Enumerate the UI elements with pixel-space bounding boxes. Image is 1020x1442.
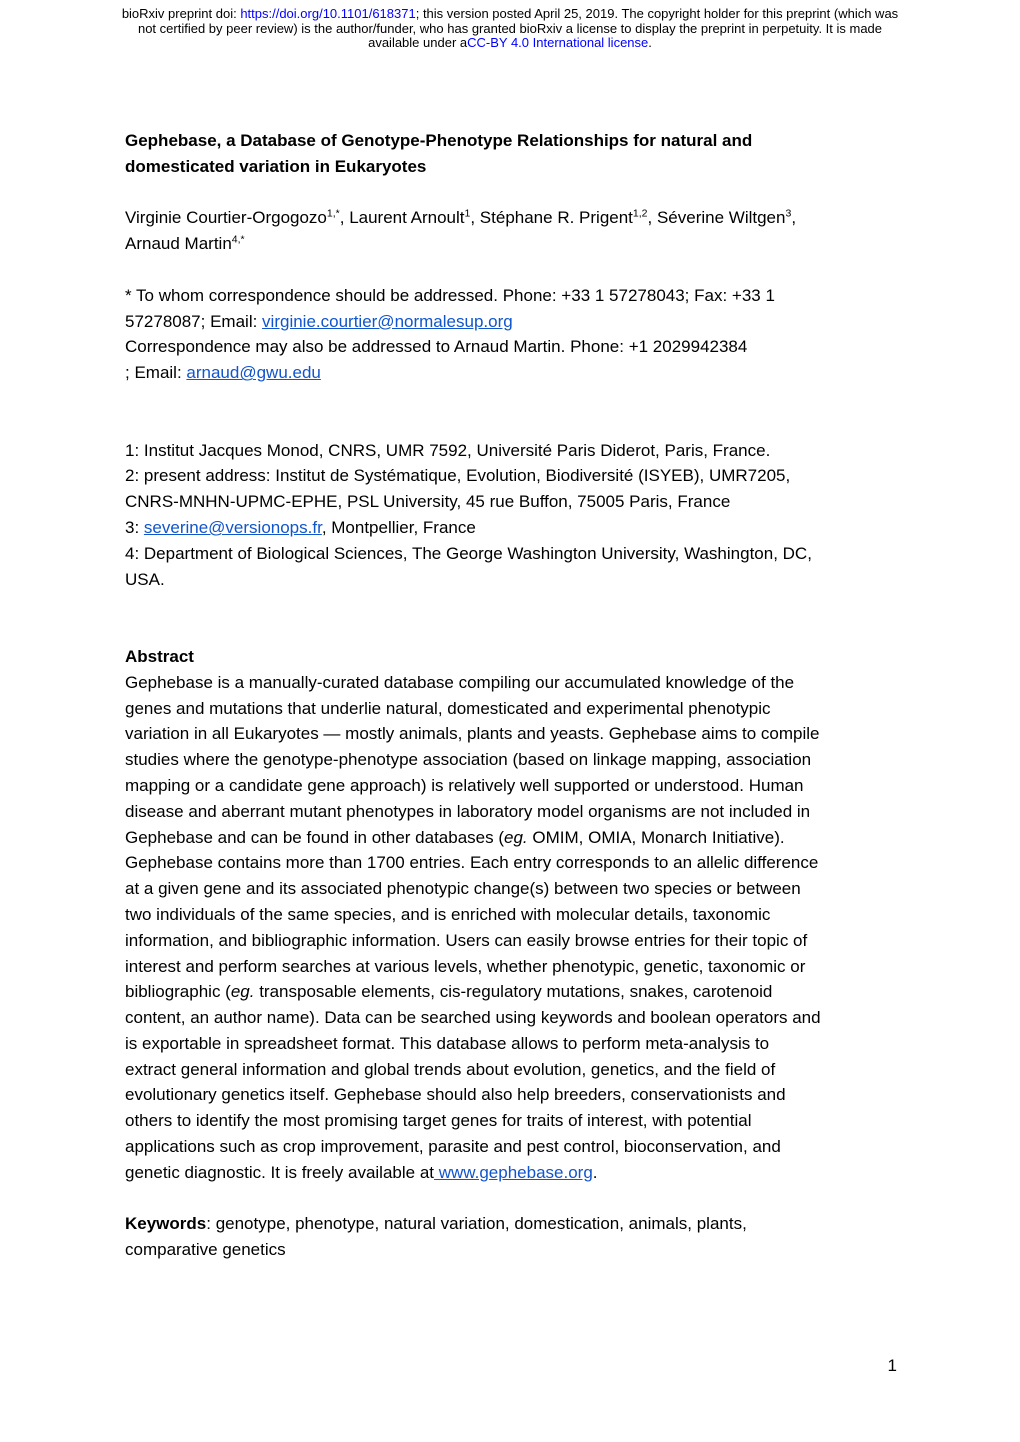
text-run: Gephebase, a Database of Genotype-Phenotype Relationships for natural and [125,131,753,150]
text-run: eg. [504,827,528,847]
abstract [125,876,897,902]
abstract [125,825,897,851]
abstract [125,1108,897,1134]
text-run: domesticated variation in Eukaryotes [125,156,427,176]
abstract [125,902,897,928]
abstract [125,1134,897,1160]
preprint-notice-line [0,22,1020,37]
author-superscript: 1,2 [632,207,648,220]
text-run: transposable elements, cis-regulatory mutations, snakes, carotenoid [254,982,773,1002]
abstract [125,747,897,773]
text-run: , Séverine Wiltgen [647,208,786,228]
author-superscript: 4,* [231,233,245,246]
text-run: two individuals of the same species, and is enriched with molecular details, taxonomic [125,904,771,924]
email-link-severine[interactable]: severine@versionops.fr [143,517,322,537]
text-run: eg. [230,982,255,1002]
text-run: comparative genetics [125,1240,286,1260]
text-run: at a given gene and its associated phenotypic change(s) between two species or between [125,879,801,899]
affiliations [125,489,897,515]
text-run: Gephebase and can be found in other databases ( [125,827,505,847]
text-run: Correspondence may also be addressed to Arnaud Martin. Phone: +1 2029942384 [125,337,748,357]
text-run: , [791,208,797,228]
abstract [125,979,897,1005]
text-run: mapping or a candidate gene approach) is relatively well supported or understood. Human [125,775,804,795]
text-run: : genotype, phenotype, natural variation, domestication, animals, plants, [206,1214,747,1234]
text-run: 1: Institut Jacques Monod, CNRS, UMR 7592, Université Paris Diderot, Paris, France. [125,440,771,460]
affiliations [125,567,897,593]
correspondence [125,360,897,386]
preprint-notice-line [0,7,1020,22]
authors [125,231,897,257]
affiliations [125,438,897,464]
keywords [125,1211,897,1237]
doi-link[interactable]: https://doi.org/10.1101/618371 [240,6,416,21]
text-run: interest and perform searches at various levels, whether phenotypic, genetic, taxonomic or [125,956,806,976]
abstract [125,1160,897,1186]
text-run: Gephebase is a manually-curated database compiling our accumulated knowledge of the [125,672,795,692]
text-run: variation in all Eukaryotes — mostly animals, plants and yeasts. Gephebase aims to compile [125,724,820,744]
text-run: , Montpellier, France [321,517,476,537]
document-body [125,128,897,1263]
blank-line [125,386,897,412]
abstract [125,721,897,747]
text-run: ; Email: [125,363,187,383]
text-run: applications such as crop improvement, parasite and pest control, bioconservation, and [125,1137,781,1157]
text-run: bioRxiv preprint doi: [121,6,241,21]
abstract [125,850,897,876]
text-run: Abstract [125,646,194,666]
gephebase-link[interactable]: www.gephebase.org [434,1162,593,1182]
abstract [125,1057,897,1083]
text-run: bibliographic ( [125,982,231,1002]
correspondence [125,334,897,360]
preprint-notice-line [0,36,1020,51]
text-run: available under a [368,35,468,51]
text-run: , Laurent Arnoult [339,208,465,228]
abstract [125,954,897,980]
affiliations [125,515,897,541]
abstract [125,696,897,722]
blank-line [125,1186,897,1212]
text-run: ; this version posted April 25, 2019. The copyright holder for this preprint (which was [415,6,899,21]
correspondence [125,283,897,309]
affiliations [125,463,897,489]
text-run: 3: [125,517,144,537]
text-run: OMIM, OMIA, Monarch Initiative). [527,827,785,847]
text-run: , Stéphane R. Prigent [470,208,633,228]
text-run: evolutionary genetics itself. Gephebase should also help breeders, conservationists and [125,1085,786,1105]
author-superscript: 1 [464,207,471,220]
keywords [125,1237,897,1263]
abstract [125,670,897,696]
text-run: . [592,1162,598,1182]
text-run: extract general information and global trends about evolution, genetics, and the field of [125,1059,776,1079]
authors [125,205,897,231]
blank-line [125,257,897,283]
text-run: 2: present address: Institut de Systématique, Evolution, Biodiversité (ISYEB), UMR7205, [125,466,791,486]
abstract-heading [125,644,897,670]
text-run: genes and mutations that underlie natural, domesticated and experimental phenotypic [125,698,771,718]
paper-title [125,154,897,180]
email-link-virginie[interactable]: virginie.courtier@normalesup.org [262,311,513,331]
abstract [125,799,897,825]
blank-line [125,592,897,618]
license-link[interactable]: CC-BY 4.0 International license [467,35,649,51]
text-run: . [648,35,652,51]
author-superscript: 1,* [326,207,340,220]
text-run: studies where the genotype-phenotype association (based on linkage mapping, association [125,750,812,770]
text-run: Gephebase contains more than 1700 entries. Each entry corresponds to an allelic difference [125,853,819,873]
page-number: 1 [887,1356,897,1375]
text-run: Arnaud Martin [125,234,232,254]
text-run: disease and aberrant mutant phenotypes in laboratory model organisms are not included in [125,801,811,821]
text-run: USA. [125,569,165,589]
blank-line [125,180,897,206]
text-run: * To whom correspondence should be addressed. Phone: +33 1 57278043; Fax: +33 1 [125,285,775,305]
blank-line [125,618,897,644]
text-run: information, and bibliographic information. Users can easily browse entries for their topic of [125,930,808,950]
correspondence [125,309,897,335]
blank-line [125,412,897,438]
paper-title [125,128,897,154]
text-run: 57278087; Email: [125,311,263,331]
email-link-arnaud[interactable]: arnaud@gwu.edu [186,363,321,383]
affiliations [125,541,897,567]
text-run: content, an author name). Data can be searched using keywords and boolean operators and [125,1008,821,1028]
abstract [125,1005,897,1031]
text-run: genetic diagnostic. It is freely available at [125,1162,435,1182]
author-superscript: 3 [785,207,792,220]
text-run: 4: Department of Biological Sciences, The George Washington University, Washington, DC, [125,543,812,563]
abstract [125,1082,897,1108]
text-run: is exportable in spreadsheet format. This database allows to perform meta-analysis to [125,1033,770,1053]
text-run: CNRS-MNHN-UPMC-EPHE, PSL University, 45 rue Buffon, 75005 Paris, France [125,492,731,512]
abstract [125,928,897,954]
text-run: Virginie Courtier-Orgogozo [125,208,327,228]
abstract [125,773,897,799]
text-run: not certified by peer review) is the author/funder, who has granted bioRxiv a license to display the preprint in perpetuity. It is made [137,20,883,36]
preprint-notice [0,7,1020,51]
text-run: Keywords [125,1214,207,1234]
text-run: others to identify the most promising target genes for traits of interest, with potential [125,1111,752,1131]
abstract [125,1031,897,1057]
